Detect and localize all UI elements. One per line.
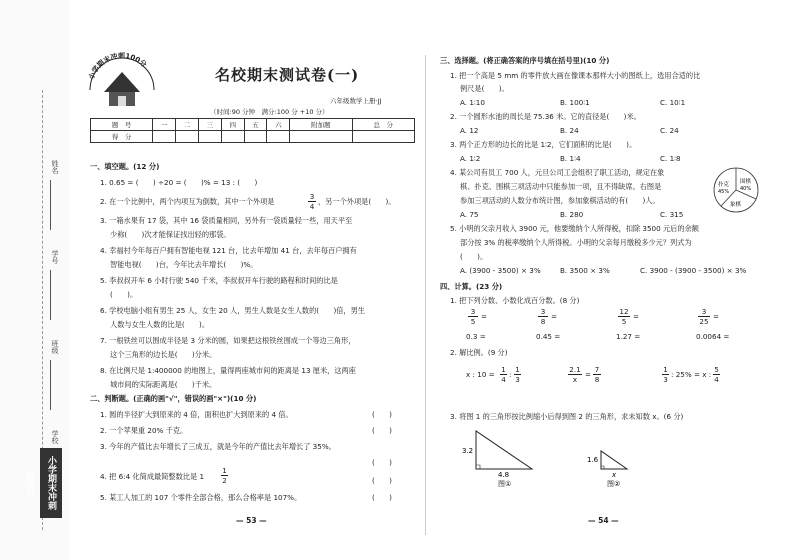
option-a[interactable]: A. 12 [460,126,479,135]
fraction-to-percent: $\frac{3}{5}$ [468,307,478,326]
decimal-to-percent: 1.27 = [616,332,641,341]
fraction-1-2: $\frac{1}{2}$ [222,466,227,485]
score-header: 题 号 [91,119,153,131]
question-3-3: 3. 两个正方形的边长的比是 1∶2，它们面积的比是( )。 [450,140,637,149]
page-title: 名校期末测试卷(一) [215,66,360,84]
pie-label-chess: 象棋 [730,202,742,208]
activity-pie-chart [712,166,760,214]
question-3-5a: 5. 小明的父亲月收入 3900 元，他要缴纳个人所得税，扣除 3500 元后的余额 [450,224,699,233]
triangle-1-base: 4.8 [498,471,510,479]
id-label: 学号 [51,250,59,264]
question-1-2a: 2. 在一个比例中，两个内项互为倒数，其中一个外项是 [100,197,275,206]
question-3-5c: ( )。 [460,252,488,261]
option-b[interactable]: B. 1∶4 [560,154,581,163]
question-1-4b: 智能电视( )台，今年比去年增长( )%。 [110,260,258,269]
option-b[interactable]: B. 100∶1 [560,98,590,107]
question-2-5: 5. 某工人加工的 107 个零件全部合格，那么合格率是 107%。 [100,493,302,502]
grade-subtitle: 六年级数学上册·JJ [330,97,382,105]
page-number-right: — 54 — [588,516,619,525]
pie-label-poker: 扑克 [718,182,730,188]
score-header-row [91,119,415,131]
score-header: 六 [267,119,290,131]
score-cell[interactable] [198,131,221,143]
fraction-to-percent: $\frac{3}{8}$ [538,307,548,326]
time-info: （时间:90 分钟 满分:100 分 +10 分） [210,108,329,116]
score-cell[interactable] [153,131,176,143]
right-angle-mark [476,465,480,469]
school-label: 学校 [51,430,59,444]
score-header: 一 [153,119,176,131]
option-b[interactable]: B. 3500 × 3% [560,266,610,275]
decimal-to-percent: 0.0064 = [696,332,730,341]
triangle-2-base: x [612,471,617,479]
question-1-8b: 城市间的实际距离是( )千米。 [110,380,217,389]
page-number-left: — 53 — [236,516,267,525]
class-underline [50,360,51,410]
score-cell[interactable] [290,131,352,143]
pie-label-go: 围棋 [740,179,752,185]
colon: : [509,370,512,379]
section-choice-title: 三、选择题。(将正确答案的序号填在括号里)(10 分) [440,56,610,65]
question-4-2: 2. 解比例。(9 分) [450,348,508,357]
option-a[interactable]: A. 75 [460,210,479,219]
question-1-6a: 6. 学校电脑小组有男生 25 人，女生 20 人，男生人数是女生人数的( )倍，男生 [100,306,365,315]
question-4-1: 1. 把下列分数、小数化成百分数。(8 分) [450,296,580,305]
equals-sign: = [633,312,640,321]
triangle-1-height: 3.2 [462,447,474,455]
option-c[interactable]: C. 24 [660,126,679,135]
triangle-2-height: 1.6 [587,456,599,464]
option-a[interactable]: A. 1∶2 [460,154,481,163]
score-row [91,131,415,143]
question-1-4a: 4. 幸福村今年每百户拥有智能电视 121 台，比去年增加 41 台，去年每百户拥有 [100,246,357,255]
question-4-3: 3. 将图 1 的三角形按比例缩小后得到图 2 的三角形，求未知数 x。(6 分) [450,412,684,421]
fraction-to-percent: $\frac{3}{25}$ [699,307,709,326]
question-3-4c: 参加三项活动的人数分布统计图，参加象棋活动的有( )人。 [460,196,660,205]
option-c[interactable]: C. 1∶8 [660,154,681,163]
triangle-1-caption: 图① [498,480,512,487]
equals-sign: = [713,312,720,321]
name-label: 姓名 [51,160,59,174]
triangle-1-shape [476,431,532,469]
triangle-figure-1 [460,425,550,487]
question-3-5b: 部分按 3% 的税率缴纳个人所得税。小明的父亲每月缴税多少元？列式为 [460,238,692,247]
score-table [90,118,415,143]
option-c[interactable]: C. 10∶1 [660,98,686,107]
decimal-to-percent: 0.45 = [536,332,561,341]
question-3-1b: 例尺是( )。 [460,84,509,93]
question-1-8a: 8. 在比例尺是 1:400000 的地图上，量得两座城市间的距离是 13 厘米，这两座 [100,366,356,375]
proportion-a-left: x : 10 = [466,370,495,379]
equals-sign: = [481,312,488,321]
question-1-5b: ( )。 [110,290,138,299]
option-c[interactable]: C. 3900 - (3900 - 3500) × 3% [640,266,747,275]
score-header: 五 [244,119,267,131]
option-a[interactable]: A. (3900 - 3500) × 3% [460,266,541,275]
proportion-c-mid: : 25% = x : [671,370,712,379]
score-header: 三 [198,119,221,131]
question-1-7b: 这个三角形的边长是( )分米。 [110,350,217,359]
score-cell[interactable] [176,131,199,143]
proportion-b-frac1: $\frac{2.1}{x}$ [569,365,581,384]
question-2-4: 4. 把 6:4 化简成最简整数比是 1 [100,472,205,481]
equals-sign: = [585,370,592,379]
option-b[interactable]: B. 24 [560,126,579,135]
proportion-a-frac2: $\frac{1}{3}$ [515,365,520,384]
logo-text: 小学期末冲刺100分 [87,51,148,81]
brand-badge: 小学期末冲刺100分 [40,448,62,518]
score-header: 总 分 [352,119,414,131]
question-1-3a: 3. 一箱水果有 17 袋，其中 16 袋质量相同，另外有一袋质量轻一些，用天平至 [100,216,353,225]
page-divider [425,55,426,535]
answer-paren[interactable]: ( ) [372,410,392,419]
score-cell[interactable] [352,131,414,143]
proportion-c-frac1: $\frac{1}{3}$ [663,365,668,384]
option-c[interactable]: C. 315 [660,210,684,219]
score-header: 四 [221,119,244,131]
fraction-to-percent: $\frac{12}{5}$ [619,307,629,326]
id-underline [50,270,51,320]
name-underline [50,180,51,230]
question-1-7a: 7. 一根铁丝可以围成半径是 3 分米的圆，如果把这根铁丝围成一个等边三角形， [100,336,356,345]
score-cell[interactable] [221,131,244,143]
question-2-1: 1. 圆的半径扩大到原来的 4 倍，面积也扩大到原来的 4 倍。 [100,410,293,419]
section-fill-blank-title: 一、填空题。(12 分) [90,162,160,171]
option-a[interactable]: A. 1∶10 [460,98,485,107]
proportion-c-frac2: $\frac{5}{4}$ [714,365,719,384]
question-1-6b: 人数与女生人数的比是( )。 [110,320,210,329]
option-b[interactable]: B. 280 [560,210,584,219]
score-header: 二 [176,119,199,131]
house-logo-icon [82,50,162,112]
question-2-3: 3. 今年的产值比去年增长了三成五，就是今年的产值比去年增长了 35%。 [100,442,336,451]
proportion-b-frac2: $\frac{7}{8}$ [594,365,600,384]
question-2-2: 2. 一个苹果重 20% 千克。 [100,426,188,435]
question-1-5a: 5. 李叔叔开车 6 小时行驶 540 千米，李叔叔开车行驶的路程和时间的比是 [100,276,338,285]
fraction-3-4: $\frac{3}{4}$ [309,192,315,211]
class-label: 班级 [51,340,59,354]
decimal-to-percent: 0.3 = [466,332,486,341]
equals-sign: = [551,312,558,321]
question-3-2: 2. 一个圆形水池的周长是 75.36 米。它的直径是( )米。 [450,112,641,121]
section-judge-title: 二、判断题。(正确的画"√"，错误的画"×")(10 分) [90,394,257,403]
answer-paren[interactable]: ( ) [372,458,392,467]
triangle-2-shape [601,451,627,469]
score-cell[interactable] [244,131,267,143]
question-3-1a: 1. 把一个高是 5 mm 的零件放大画在像课本那样大小的图纸上，选用合适的比 [450,71,701,80]
question-1-2b: ，另一个外项是( )。 [318,197,396,206]
score-header: 附加题 [290,119,352,131]
question-1-1: 1. 0.65 = ( ) ÷20 = ( )% = 13 : ( ) [100,178,258,187]
answer-paren[interactable]: ( ) [372,426,392,435]
question-3-4a: 4. 某公司有员工 700 人，元旦公司工会组织了职工活动，规定在象 [450,168,665,177]
proportion-a-frac1: $\frac{1}{4}$ [501,365,506,384]
triangle-2-caption: 图② [607,480,621,487]
question-3-4b: 棋、扑克、围棋三项活动中只能参加一项，且不得缺席。右图是 [460,182,662,191]
svg-text:小学期末冲刺100分 [86,51,148,81]
answer-paren[interactable]: ( ) [372,493,392,502]
answer-paren[interactable]: ( ) [372,476,392,485]
triangle-figure-2 [585,445,645,487]
question-1-3b: 少称( )次才能保证找出轻的那袋。 [110,230,231,239]
pie-pct-go: 40% [740,186,752,192]
pie-pct-poker: 45% [718,189,730,195]
score-cell[interactable] [267,131,290,143]
score-row-label: 得 分 [91,131,153,143]
section-calc-title: 四、计算。(23 分) [440,282,503,291]
